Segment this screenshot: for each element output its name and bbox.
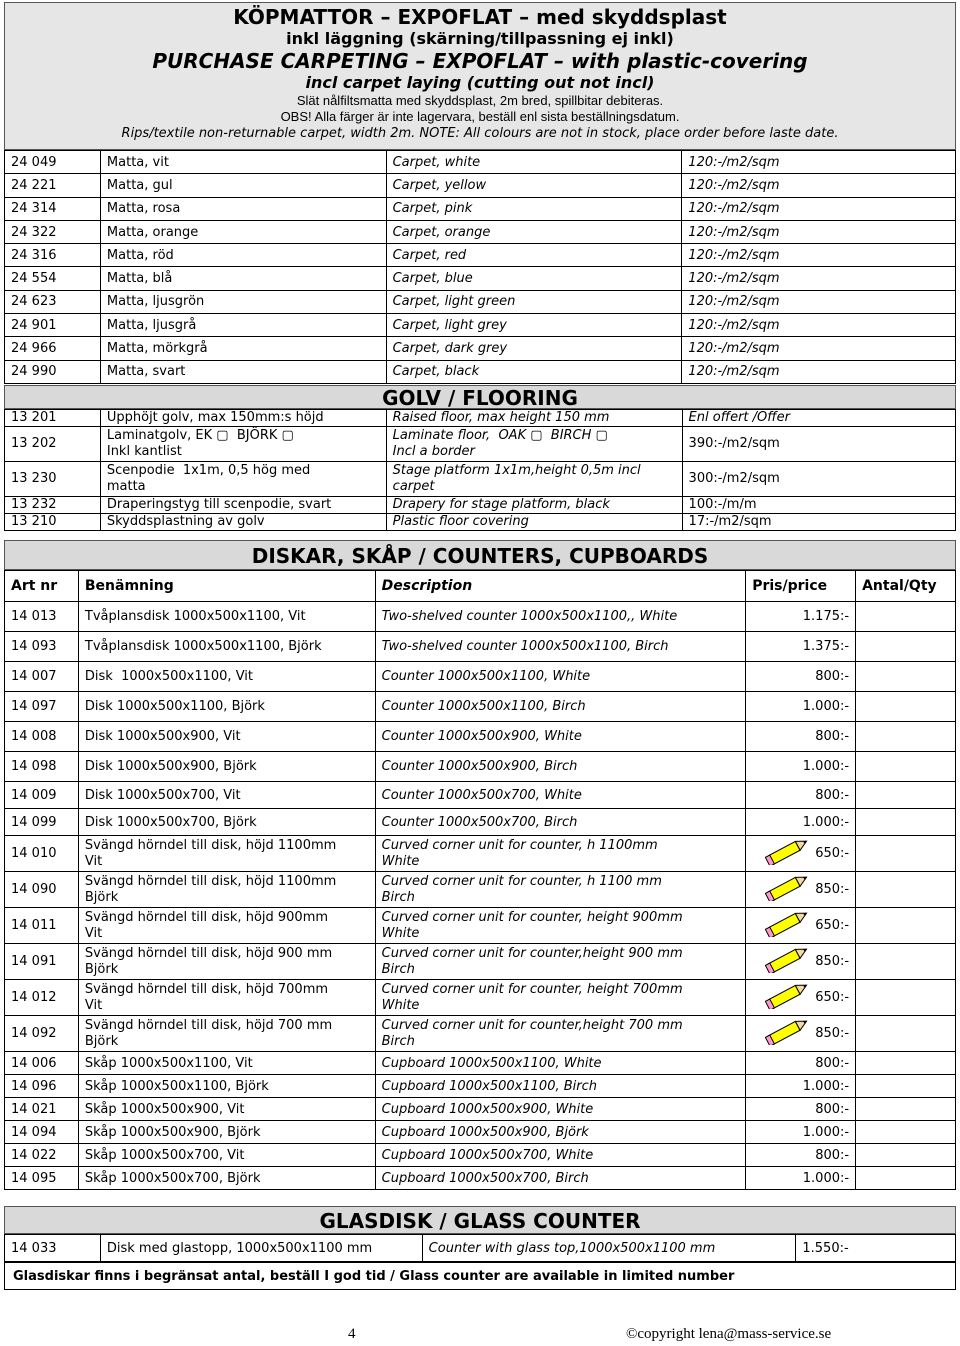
art-nr: 24 221	[5, 174, 101, 197]
qty-input[interactable]	[856, 872, 956, 908]
art-nr: 24 316	[5, 244, 101, 267]
qty-input[interactable]	[856, 752, 956, 782]
table-row	[5, 427, 956, 462]
price-cell	[746, 752, 856, 782]
description-en: Curved corner unit for counter, height 700mm White	[375, 980, 746, 1016]
qty-input[interactable]	[856, 632, 956, 662]
art-nr: 14 022	[5, 1144, 79, 1167]
table-row	[5, 1144, 956, 1167]
price-cell	[746, 872, 856, 908]
price: 120:-/m2/sqm	[682, 290, 956, 313]
header-title-en: PURCHASE CARPETING – EXPOFLAT – with plastic-covering	[152, 49, 808, 73]
art-nr: 14 021	[5, 1098, 79, 1121]
price-cell	[746, 1075, 856, 1098]
copyright: ©copyright lena@mass-service.se	[626, 1326, 832, 1342]
art-nr: 24 049	[5, 151, 101, 174]
name-sv: Svängd hörndel till disk, höjd 1100mm Björk	[78, 872, 375, 908]
price: 1.000:-	[802, 1078, 850, 1094]
price-cell	[746, 782, 856, 809]
carpet-table	[4, 150, 956, 384]
table-row	[5, 1167, 956, 1190]
art-nr: 24 314	[5, 197, 101, 220]
price: 800:-	[815, 1055, 850, 1071]
flooring-section-title	[4, 385, 956, 409]
qty-input[interactable]	[856, 1052, 956, 1075]
name-sv: Skåp 1000x500x1100, Björk	[78, 1075, 375, 1098]
price-cell	[746, 1167, 856, 1190]
qty-input[interactable]	[856, 836, 956, 872]
price-cell	[746, 836, 856, 872]
qty-input[interactable]	[856, 692, 956, 722]
pencil-icon	[765, 945, 811, 978]
price-cell	[746, 662, 856, 692]
description-en: Curved corner unit for counter,height 900 mm Birch	[375, 944, 746, 980]
description-en: Carpet, white	[386, 151, 682, 174]
art-nr: 13 232	[5, 497, 101, 514]
name-sv: Laminatgolv, EK ▢ BJÖRK ▢ Inkl kantlist	[100, 427, 386, 462]
name-sv: Matta, vit	[100, 151, 386, 174]
table-row	[5, 602, 956, 632]
table-row	[5, 220, 956, 243]
price-cell	[746, 908, 856, 944]
description-en: Two-shelved counter 1000x500x1100,, White	[375, 602, 746, 632]
description-en: Counter 1000x500x900, White	[375, 722, 746, 752]
price: 120:-/m2/sqm	[682, 244, 956, 267]
qty-input[interactable]	[856, 1167, 956, 1190]
table-row	[5, 151, 956, 174]
art-nr: 14 099	[5, 809, 79, 836]
price: 1.000:-	[802, 814, 850, 830]
description-en: Curved corner unit for counter, h 1100mm White	[375, 836, 746, 872]
description-en: Cupboard 1000x500x900, White	[375, 1098, 746, 1121]
description-en: Two-shelved counter 1000x500x1100, Birch	[375, 632, 746, 662]
price: 800:-	[815, 729, 850, 744]
name-sv: Svängd hörndel till disk, höjd 900 mm Björk	[78, 944, 375, 980]
price: 1.175:-	[802, 609, 850, 624]
table-row	[5, 809, 956, 836]
name-sv: Svängd hörndel till disk, höjd 1100mm Vit	[78, 836, 375, 872]
col-header-description: Description	[375, 571, 746, 602]
description-en: Carpet, light grey	[386, 314, 682, 337]
qty-input[interactable]	[856, 722, 956, 752]
price-cell	[746, 1144, 856, 1167]
art-nr: 14 097	[5, 692, 79, 722]
price-cell	[746, 980, 856, 1016]
art-nr: 13 202	[5, 427, 101, 462]
art-nr: 14 010	[5, 836, 79, 872]
price: 850:-	[815, 882, 850, 897]
price-cell	[746, 1121, 856, 1144]
qty-input[interactable]	[856, 944, 956, 980]
header-subtitle-sv: inkl läggning (skärning/tillpassning ej inkl)	[286, 29, 674, 48]
table-row	[5, 752, 956, 782]
price-cell	[746, 722, 856, 752]
art-nr: 14 092	[5, 1016, 79, 1052]
header-note-en: Rips/textile non-returnable carpet, width 2m. NOTE: All colours are not in stock, place order before laste date.	[121, 126, 839, 141]
col-header-art-nr: Art nr	[5, 571, 79, 602]
description-en: Cupboard 1000x500x1100, White	[375, 1052, 746, 1075]
glass-availability-note: Glasdiskar finns i begränsat antal, beställ I god tid / Glass counter are available in limited number	[4, 1262, 956, 1290]
art-nr: 14 006	[5, 1052, 79, 1075]
table-row	[5, 1075, 956, 1098]
header-subtitle-en: incl carpet laying (cutting out not incl)	[305, 73, 655, 92]
art-nr: 24 990	[5, 360, 101, 383]
price: 850:-	[815, 954, 850, 969]
table-row	[5, 514, 956, 531]
description-en: Counter 1000x500x700, White	[375, 782, 746, 809]
table-row	[5, 197, 956, 220]
description-en: Carpet, black	[386, 360, 682, 383]
price-cell	[746, 944, 856, 980]
description-en: Stage platform 1x1m,height 0,5m incl carpet	[386, 462, 682, 497]
price-cell	[746, 632, 856, 662]
price: 300:-/m2/sqm	[682, 462, 955, 497]
art-nr: 14 009	[5, 782, 79, 809]
art-nr: 14 098	[5, 752, 79, 782]
name-sv: Skåp 1000x500x900, Vit	[78, 1098, 375, 1121]
pencil-icon	[765, 981, 811, 1014]
art-nr: 13 210	[5, 514, 101, 531]
price: 850:-	[815, 1026, 850, 1041]
qty-input[interactable]	[856, 1121, 956, 1144]
price: 800:-	[815, 1101, 850, 1117]
price: 17:-/m2/sqm	[682, 514, 955, 531]
name-sv: Matta, ljusgrön	[100, 290, 386, 313]
price-cell	[746, 809, 856, 836]
price-cell	[746, 1098, 856, 1121]
price: 1.000:-	[802, 1124, 850, 1140]
description-en: Counter 1000x500x1100, White	[375, 662, 746, 692]
price: 120:-/m2/sqm	[682, 337, 956, 360]
description-en: Carpet, pink	[386, 197, 682, 220]
name-sv: Svängd hörndel till disk, höjd 700mm Vit	[78, 980, 375, 1016]
price: 1.000:-	[802, 1170, 850, 1186]
description-en: Carpet, orange	[386, 220, 682, 243]
name-sv: Svängd hörndel till disk, höjd 700 mm Björk	[78, 1016, 375, 1052]
description-en: Cupboard 1000x500x1100, Birch	[375, 1075, 746, 1098]
table-row	[5, 462, 956, 497]
glass-section-title	[4, 1206, 956, 1234]
price-cell	[746, 1016, 856, 1052]
price: 800:-	[815, 787, 850, 803]
page-number: 4	[348, 1326, 356, 1342]
art-nr: 24 966	[5, 337, 101, 360]
name-sv: Matta, svart	[100, 360, 386, 383]
art-nr: 14 090	[5, 872, 79, 908]
description-en: Carpet, light green	[386, 290, 682, 313]
counters-table	[4, 570, 956, 1190]
table-row	[5, 782, 956, 809]
glass-table	[4, 1234, 956, 1262]
name-sv: Matta, mörkgrå	[100, 337, 386, 360]
qty-input[interactable]	[856, 1075, 956, 1098]
price: 120:-/m2/sqm	[682, 174, 956, 197]
pencil-icon	[765, 873, 811, 906]
price: 650:-	[815, 846, 850, 861]
table-row	[5, 692, 956, 722]
qty-input[interactable]	[856, 1098, 956, 1121]
art-nr: 14 091	[5, 944, 79, 980]
table-row	[5, 1235, 956, 1262]
price-cell	[746, 692, 856, 722]
counters-section-title	[4, 540, 956, 570]
table-row	[5, 337, 956, 360]
name-sv: Tvåplansdisk 1000x500x1100, Björk	[78, 632, 375, 662]
pencil-icon	[765, 837, 811, 870]
art-nr: 14 094	[5, 1121, 79, 1144]
price: 800:-	[815, 669, 850, 684]
header-info-sv: Slät nålfiltsmatta med skyddsplast, 2m bred, spillbitar debiteras.	[296, 93, 664, 108]
description-en: Curved corner unit for counter, height 900mm White	[375, 908, 746, 944]
name-sv: Skåp 1000x500x700, Vit	[78, 1144, 375, 1167]
price: Enl offert /Offer	[682, 410, 955, 427]
price-cell	[746, 1052, 856, 1075]
table-row	[5, 267, 956, 290]
qty-input[interactable]	[856, 980, 956, 1016]
price: 650:-	[815, 990, 850, 1005]
name-sv: Disk 1000x500x700, Vit	[78, 782, 375, 809]
price: 100:-/m/m	[682, 497, 955, 514]
glass-title-text: GLASDISK / GLASS COUNTER	[319, 1209, 641, 1233]
flooring-title-text: GOLV / FLOORING	[382, 386, 578, 410]
description-en: Drapery for stage platform, black	[386, 497, 682, 514]
art-nr: 14 011	[5, 908, 79, 944]
table-row	[5, 908, 956, 944]
art-nr: 14 033	[5, 1235, 101, 1262]
price: 1.000:-	[802, 759, 850, 774]
name-sv: Matta, ljusgrå	[100, 314, 386, 337]
price: 120:-/m2/sqm	[682, 360, 956, 383]
art-nr: 14 007	[5, 662, 79, 692]
name-sv: Disk 1000x500x900, Björk	[78, 752, 375, 782]
qty-input[interactable]	[856, 809, 956, 836]
col-header-qty: Antal/Qty	[856, 571, 956, 602]
price: 1.550:-	[796, 1235, 956, 1262]
name-sv: Disk med glastopp, 1000x500x1100 mm	[100, 1235, 422, 1262]
qty-input[interactable]	[856, 1016, 956, 1052]
name-sv: Disk 1000x500x1100, Vit	[78, 662, 375, 692]
name-sv: Upphöjt golv, max 150mm:s höjd	[100, 410, 386, 427]
price: 650:-	[815, 918, 850, 933]
table-row	[5, 980, 956, 1016]
counters-header-row	[5, 571, 956, 602]
page-header	[4, 2, 956, 150]
table-row	[5, 497, 956, 514]
qty-input[interactable]	[856, 782, 956, 809]
table-row	[5, 244, 956, 267]
name-sv: Matta, rosa	[100, 197, 386, 220]
price: 1.375:-	[802, 639, 850, 654]
description-en: Curved corner unit for counter,height 700 mm Birch	[375, 1016, 746, 1052]
name-sv: Skåp 1000x500x900, Björk	[78, 1121, 375, 1144]
price: 390:-/m2/sqm	[682, 427, 955, 462]
table-row	[5, 1121, 956, 1144]
table-row	[5, 1016, 956, 1052]
description-en: Cupboard 1000x500x700, Birch	[375, 1167, 746, 1190]
description-en: Counter 1000x500x900, Birch	[375, 752, 746, 782]
art-nr: 24 623	[5, 290, 101, 313]
name-sv: Tvåplansdisk 1000x500x1100, Vit	[78, 602, 375, 632]
qty-input[interactable]	[856, 662, 956, 692]
header-note-sv: OBS! Alla färger är inte lagervara, beställ enl sista beställningsdatum.	[280, 109, 680, 124]
pencil-icon	[765, 909, 811, 942]
name-sv: Disk 1000x500x700, Björk	[78, 809, 375, 836]
description-en: Cupboard 1000x500x900, Björk	[375, 1121, 746, 1144]
qty-input[interactable]	[856, 602, 956, 632]
name-sv: Skyddsplastning av golv	[100, 514, 386, 531]
table-row	[5, 944, 956, 980]
col-header-price: Pris/price	[746, 571, 856, 602]
table-row	[5, 872, 956, 908]
description-en: Carpet, dark grey	[386, 337, 682, 360]
art-nr: 14 013	[5, 602, 79, 632]
art-nr: 13 201	[5, 410, 101, 427]
table-row	[5, 632, 956, 662]
description-en: Counter with glass top,1000x500x1100 mm	[422, 1235, 796, 1262]
description-en: Plastic floor covering	[386, 514, 682, 531]
header-title-sv: KÖPMATTOR – EXPOFLAT – med skyddsplast	[233, 5, 727, 29]
price: 120:-/m2/sqm	[682, 314, 956, 337]
name-sv: Matta, blå	[100, 267, 386, 290]
name-sv: Svängd hörndel till disk, höjd 900mm Vit	[78, 908, 375, 944]
description-en: Laminate floor, OAK ▢ BIRCH ▢ Incl a border	[386, 427, 682, 462]
art-nr: 14 095	[5, 1167, 79, 1190]
table-row	[5, 314, 956, 337]
art-nr: 13 230	[5, 462, 101, 497]
table-row	[5, 360, 956, 383]
description-en: Counter 1000x500x1100, Birch	[375, 692, 746, 722]
price: 1.000:-	[802, 699, 850, 714]
price: 800:-	[815, 1147, 850, 1163]
art-nr: 14 012	[5, 980, 79, 1016]
art-nr: 14 008	[5, 722, 79, 752]
pencil-icon	[765, 1017, 811, 1050]
table-row	[5, 722, 956, 752]
description-en: Raised floor, max height 150 mm	[386, 410, 682, 427]
description-en: Cupboard 1000x500x700, White	[375, 1144, 746, 1167]
name-sv: Skåp 1000x500x1100, Vit	[78, 1052, 375, 1075]
price: 120:-/m2/sqm	[682, 151, 956, 174]
name-sv: Skåp 1000x500x700, Björk	[78, 1167, 375, 1190]
description-en: Carpet, yellow	[386, 174, 682, 197]
art-nr: 24 554	[5, 267, 101, 290]
table-row	[5, 410, 956, 427]
table-row	[5, 1098, 956, 1121]
name-sv: Matta, orange	[100, 220, 386, 243]
qty-input[interactable]	[856, 908, 956, 944]
art-nr: 24 322	[5, 220, 101, 243]
description-en: Carpet, blue	[386, 267, 682, 290]
col-header-name: Benämning	[78, 571, 375, 602]
name-sv: Draperingstyg till scenpodie, svart	[100, 497, 386, 514]
table-row	[5, 174, 956, 197]
name-sv: Disk 1000x500x900, Vit	[78, 722, 375, 752]
price-cell	[746, 602, 856, 632]
description-en: Counter 1000x500x700, Birch	[375, 809, 746, 836]
table-row	[5, 1052, 956, 1075]
counters-title-text: DISKAR, SKÅP / COUNTERS, CUPBOARDS	[251, 544, 709, 568]
price: 120:-/m2/sqm	[682, 267, 956, 290]
table-row	[5, 662, 956, 692]
table-row	[5, 836, 956, 872]
name-sv: Scenpodie 1x1m, 0,5 hög med matta	[100, 462, 386, 497]
name-sv: Matta, röd	[100, 244, 386, 267]
description-en: Carpet, red	[386, 244, 682, 267]
name-sv: Matta, gul	[100, 174, 386, 197]
art-nr: 14 093	[5, 632, 79, 662]
description-en: Curved corner unit for counter, h 1100 mm Birch	[375, 872, 746, 908]
qty-input[interactable]	[856, 1144, 956, 1167]
name-sv: Disk 1000x500x1100, Björk	[78, 692, 375, 722]
price: 120:-/m2/sqm	[682, 220, 956, 243]
art-nr: 14 096	[5, 1075, 79, 1098]
art-nr: 24 901	[5, 314, 101, 337]
flooring-table	[4, 409, 956, 531]
table-row	[5, 290, 956, 313]
price: 120:-/m2/sqm	[682, 197, 956, 220]
